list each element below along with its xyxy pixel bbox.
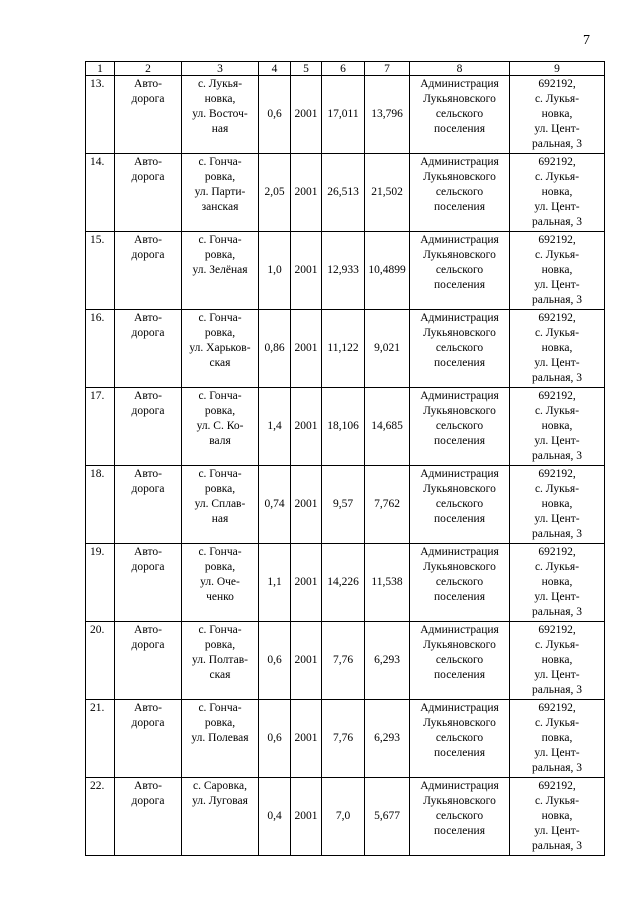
value-col7-cell: 7,762 xyxy=(365,466,410,544)
object-type-cell: Авто- дорога xyxy=(115,232,182,310)
road-length-cell: 0,86 xyxy=(259,310,291,388)
object-type-cell: Авто- дорога xyxy=(115,778,182,856)
year-cell: 2001 xyxy=(291,76,322,154)
value-col7-cell: 9,021 xyxy=(365,310,410,388)
road-length-cell: 1,1 xyxy=(259,544,291,622)
value-col6-cell: 17,011 xyxy=(322,76,365,154)
road-length-cell: 0,74 xyxy=(259,466,291,544)
header-cell: 9 xyxy=(510,62,605,76)
year-cell: 2001 xyxy=(291,544,322,622)
owner-address-cell: 692192, с. Лукья- новка, ул. Цент- ральная, 3 xyxy=(510,622,605,700)
row-number-cell: 15. xyxy=(86,232,115,310)
value-col7-cell: 5,677 xyxy=(365,778,410,856)
object-address-cell: с. Гонча- ровка, ул. Оче- ченко xyxy=(182,544,259,622)
table-row xyxy=(86,700,605,778)
year-cell: 2001 xyxy=(291,232,322,310)
value-col6-cell: 11,122 xyxy=(322,310,365,388)
object-type-cell: Авто- дорога xyxy=(115,466,182,544)
road-length-cell: 1,4 xyxy=(259,388,291,466)
owner-cell: Администрация Лукьяновского сельского поселения xyxy=(410,622,510,700)
value-col6-cell: 18,106 xyxy=(322,388,365,466)
table-row xyxy=(86,154,605,232)
owner-address-cell: 692192, с. Лукья- новка, ул. Цент- ральная, 3 xyxy=(510,310,605,388)
object-type-cell: Авто- дорога xyxy=(115,76,182,154)
year-cell: 2001 xyxy=(291,310,322,388)
row-number-cell: 18. xyxy=(86,466,115,544)
value-col7-cell: 6,293 xyxy=(365,700,410,778)
table-row xyxy=(86,466,605,544)
owner-address-cell: 692192, с. Лукья- новка, ул. Цент- ральная, 3 xyxy=(510,388,605,466)
value-col6-cell: 7,76 xyxy=(322,700,365,778)
road-length-cell: 1,0 xyxy=(259,232,291,310)
row-number-cell: 17. xyxy=(86,388,115,466)
owner-cell: Администрация Лукьяновского сельского поселения xyxy=(410,76,510,154)
owner-cell: Администрация Лукьяновского сельского поселения xyxy=(410,310,510,388)
owner-address-cell: 692192, с. Лукья- новка, ул. Цент- ральная, 3 xyxy=(510,544,605,622)
owner-cell: Администрация Лукьяновского сельского поселения xyxy=(410,466,510,544)
year-cell: 2001 xyxy=(291,778,322,856)
header-cell: 1 xyxy=(86,62,115,76)
value-col7-cell: 6,293 xyxy=(365,622,410,700)
object-address-cell: с. Гонча- ровка, ул. Полтав- ская xyxy=(182,622,259,700)
owner-address-cell: 692192, с. Лукья- повка, ул. Цент- ральная, 3 xyxy=(510,700,605,778)
road-length-cell: 0,6 xyxy=(259,76,291,154)
object-type-cell: Авто- дорога xyxy=(115,388,182,466)
header-cell: 7 xyxy=(365,62,410,76)
owner-address-cell: 692192, с. Лукья- новка, ул. Цент- ральная, 3 xyxy=(510,778,605,856)
road-length-cell: 0,4 xyxy=(259,778,291,856)
header-cell: 2 xyxy=(115,62,182,76)
road-length-cell: 2,05 xyxy=(259,154,291,232)
owner-cell: Администрация Лукьяновского сельского поселения xyxy=(410,388,510,466)
row-number-cell: 21. xyxy=(86,700,115,778)
value-col7-cell: 11,538 xyxy=(365,544,410,622)
table-row xyxy=(86,310,605,388)
owner-cell: Администрация Лукьяновского сельского поселения xyxy=(410,544,510,622)
header-cell: 4 xyxy=(259,62,291,76)
row-number-cell: 20. xyxy=(86,622,115,700)
row-number-cell: 22. xyxy=(86,778,115,856)
object-address-cell: с. Лукья- новка, ул. Восточ- ная xyxy=(182,76,259,154)
table-row xyxy=(86,544,605,622)
road-length-cell: 0,6 xyxy=(259,700,291,778)
owner-cell: Администрация Лукьяновского сельского поселения xyxy=(410,778,510,856)
row-number-cell: 19. xyxy=(86,544,115,622)
owner-address-cell: 692192, с. Лукья- новка, ул. Цент- ральная, 3 xyxy=(510,76,605,154)
value-col6-cell: 14,226 xyxy=(322,544,365,622)
header-cell: 5 xyxy=(291,62,322,76)
value-col6-cell: 7,76 xyxy=(322,622,365,700)
row-number-cell: 16. xyxy=(86,310,115,388)
object-address-cell: с. Гонча- ровка, ул. Парти- занская xyxy=(182,154,259,232)
header-cell: 8 xyxy=(410,62,510,76)
object-type-cell: Авто- дорога xyxy=(115,310,182,388)
value-col6-cell: 9,57 xyxy=(322,466,365,544)
object-address-cell: с. Саровка, ул. Луговая xyxy=(182,778,259,856)
object-address-cell: с. Гонча- ровка, ул. Зелёная xyxy=(182,232,259,310)
row-number-cell: 14. xyxy=(86,154,115,232)
object-address-cell: с. Гонча- ровка, ул. Полевая xyxy=(182,700,259,778)
object-type-cell: Авто- дорога xyxy=(115,544,182,622)
year-cell: 2001 xyxy=(291,700,322,778)
table-row xyxy=(86,622,605,700)
value-col7-cell: 21,502 xyxy=(365,154,410,232)
table-row xyxy=(86,76,605,154)
year-cell: 2001 xyxy=(291,388,322,466)
object-address-cell: с. Гонча- ровка, ул. С. Ко- валя xyxy=(182,388,259,466)
value-col7-cell: 10,4899 xyxy=(365,232,410,310)
table-row xyxy=(86,778,605,856)
year-cell: 2001 xyxy=(291,154,322,232)
header-row xyxy=(86,62,605,76)
owner-address-cell: 692192, с. Лукья- новка, ул. Цент- ральная, 3 xyxy=(510,466,605,544)
object-type-cell: Авто- дорога xyxy=(115,154,182,232)
road-length-cell: 0,6 xyxy=(259,622,291,700)
year-cell: 2001 xyxy=(291,466,322,544)
owner-address-cell: 692192, с. Лукья- новка, ул. Цент- ральная, 3 xyxy=(510,232,605,310)
value-col7-cell: 14,685 xyxy=(365,388,410,466)
header-cell: 6 xyxy=(322,62,365,76)
page-number: 7 xyxy=(583,33,590,48)
object-type-cell: Авто- дорога xyxy=(115,700,182,778)
row-number-cell: 13. xyxy=(86,76,115,154)
object-address-cell: с. Гонча- ровка, ул. Харьков- ская xyxy=(182,310,259,388)
object-type-cell: Авто- дорога xyxy=(115,622,182,700)
owner-address-cell: 692192, с. Лукья- новка, ул. Цент- ральная, 3 xyxy=(510,154,605,232)
header-cell: 3 xyxy=(182,62,259,76)
value-col7-cell: 13,796 xyxy=(365,76,410,154)
owner-cell: Администрация Лукьяновского сельского поселения xyxy=(410,700,510,778)
year-cell: 2001 xyxy=(291,622,322,700)
owner-cell: Администрация Лукьяновского сельского поселения xyxy=(410,154,510,232)
owner-cell: Администрация Лукьяновского сельского поселения xyxy=(410,232,510,310)
table-row xyxy=(86,232,605,310)
roads-table xyxy=(85,61,605,856)
object-address-cell: с. Гонча- ровка, ул. Сплав- ная xyxy=(182,466,259,544)
value-col6-cell: 26,513 xyxy=(322,154,365,232)
value-col6-cell: 7,0 xyxy=(322,778,365,856)
value-col6-cell: 12,933 xyxy=(322,232,365,310)
table-row xyxy=(86,388,605,466)
